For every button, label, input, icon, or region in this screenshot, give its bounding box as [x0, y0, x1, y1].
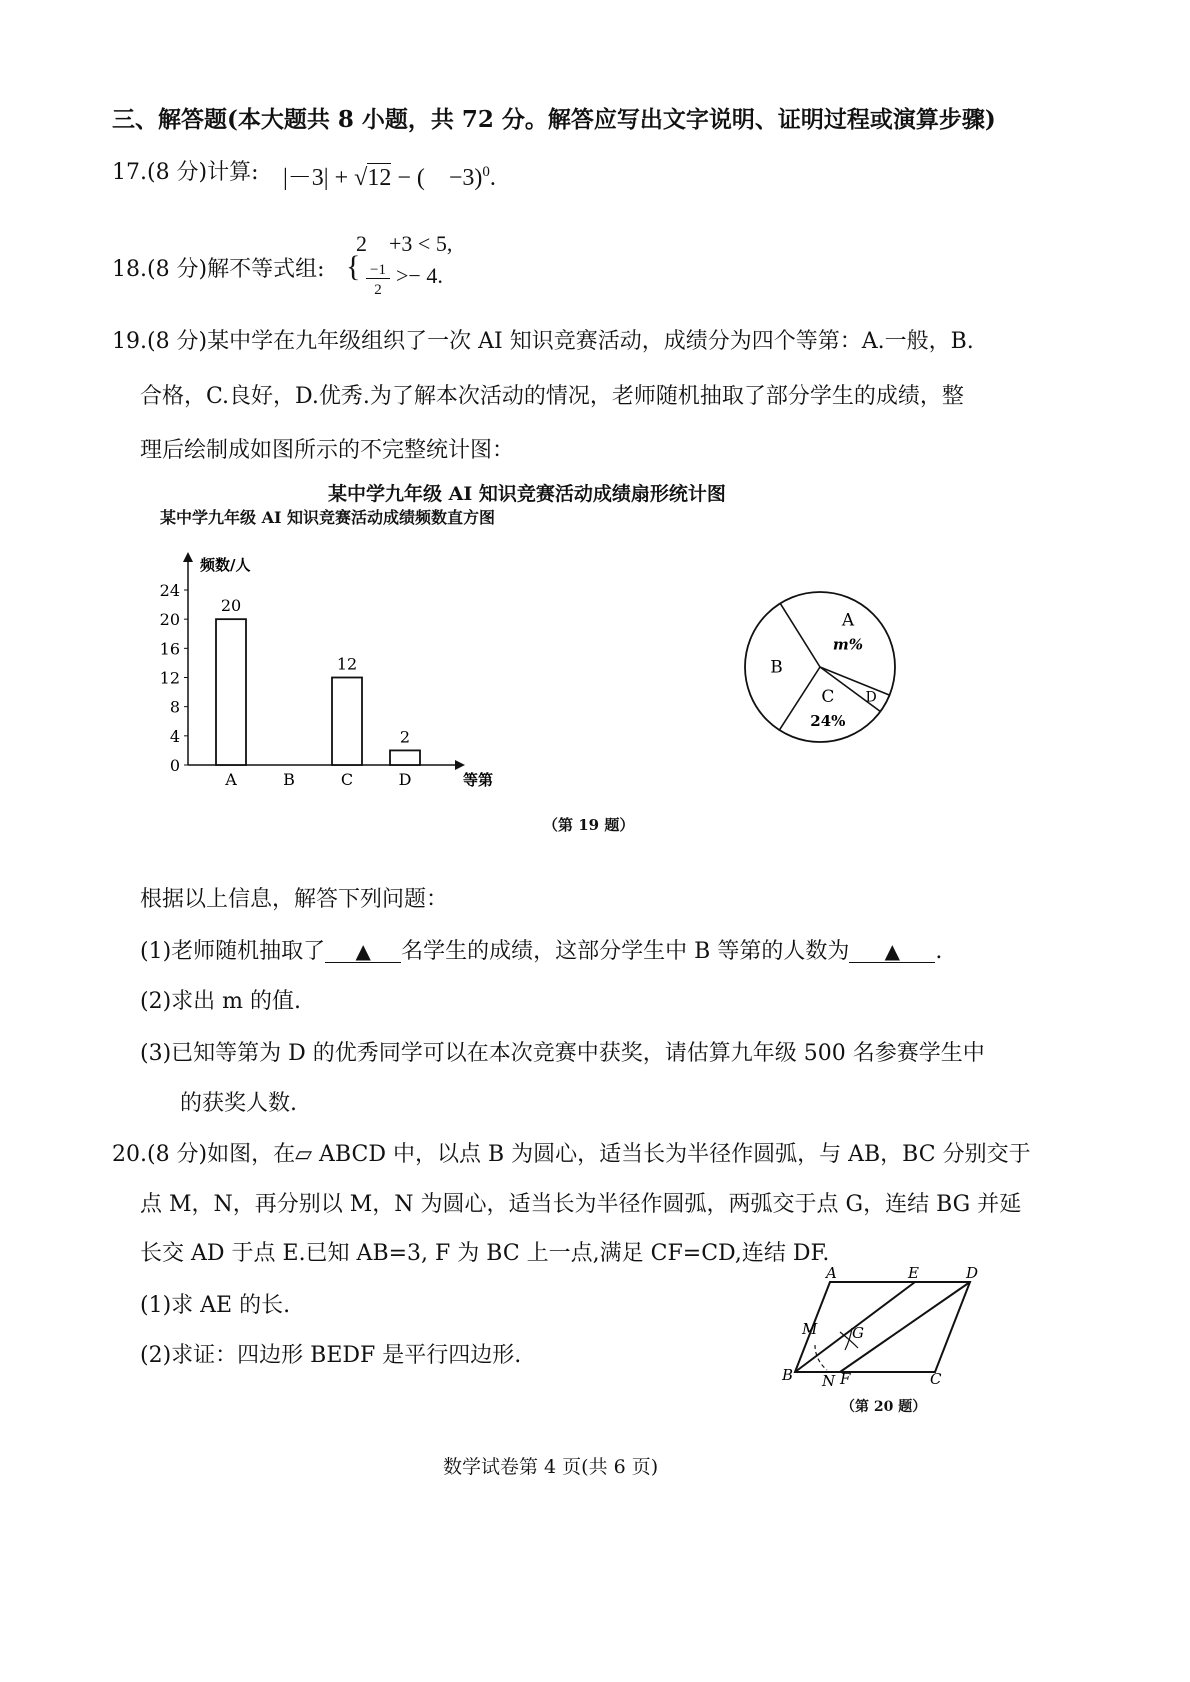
q19-sub-1-part-b: 名学生的成绩，这部分学生中 B 等第的人数为: [401, 939, 850, 964]
bar-A: [216, 619, 246, 765]
q18-inequality-2: >− 4.: [396, 263, 443, 288]
point-label-n: N: [822, 1372, 836, 1390]
q19-sub-2: (2)求出 m 的值.: [140, 989, 302, 1014]
q20-caption: （第 20 题）: [841, 1399, 927, 1415]
q17-sqrt-symbol: √: [354, 165, 368, 191]
point-label-g: G: [852, 1324, 864, 1342]
y-axis-arrow: [183, 552, 193, 562]
q20-line-3: 长交 AD 于点 E.已知 AB=3, F 为 BC 上一点,满足 CF=CD,连结 DF.: [140, 1241, 830, 1266]
q17-paren: ( −3): [416, 165, 483, 191]
pie-percent-A: m%: [832, 635, 864, 654]
point-label-c: C: [930, 1370, 942, 1388]
pie-label-B: B: [770, 657, 783, 678]
bar-data-label: 20: [220, 596, 242, 616]
bar-C: [332, 678, 362, 766]
q18-fraction-denominator: 2: [374, 282, 382, 298]
q17-abs: |－3|: [283, 165, 329, 191]
q19-intro: 根据以上信息，解答下列问题：: [140, 887, 449, 912]
y-tick-label: 16: [159, 639, 180, 659]
x-axis-label: 等第: [463, 771, 494, 789]
q17-end: .: [489, 165, 496, 191]
parallelogram-abcd: [795, 1282, 970, 1372]
x-tick-label: B: [283, 770, 295, 789]
q20-sub-2: (2)求证：四边形 BEDF 是平行四边形.: [140, 1343, 522, 1368]
bar-D: [390, 750, 420, 765]
answer-blank-2[interactable]: ▲: [849, 940, 935, 963]
x-tick-label: A: [225, 770, 237, 789]
q19-line-1: 19.(8 分)某中学在九年级组织了一次 AI 知识竞赛活动，成绩分为四个等第：A.一般，B.: [112, 329, 974, 354]
y-tick-label: 0: [169, 756, 180, 775]
y-axis-label: 频数/人: [200, 556, 251, 574]
q20-line-2: 点 M，N，再分别以 M，N 为圆心，适当长为半径作圆弧，两弧交于点 G，连结 BG 并延: [140, 1192, 1022, 1217]
q17-label: 17.(8 分)计算:: [112, 160, 259, 185]
q18-label: 18.(8 分)解不等式组:: [112, 257, 325, 282]
bar-chart-title: 某中学九年级 AI 知识竞赛活动成绩频数直方图: [160, 508, 496, 527]
q20-line-1: 20.(8 分)如图，在▱ ABCD 中，以点 B 为圆心，适当长为半径作圆弧，与 AB，BC 分别交于: [112, 1142, 1031, 1167]
y-tick-label: 24: [159, 581, 180, 600]
pie-label-A: A: [841, 610, 855, 631]
bar-chart: [150, 540, 510, 810]
q19-caption: （第 19 题）: [543, 816, 635, 834]
q19-line-3: 理后绘制成如图所示的不完整统计图：: [140, 438, 515, 463]
answer-blank-1[interactable]: ▲: [325, 940, 401, 963]
point-label-b: B: [782, 1366, 794, 1384]
q20-sub-1: (1)求 AE 的长.: [140, 1293, 291, 1318]
bar-data-label: 12: [336, 654, 358, 674]
parallelogram-figure: [780, 1262, 980, 1390]
section-heading: 三、解答题(本大题共 8 小题，共 72 分。解答应写出文字说明、证明过程或演算步骤): [112, 106, 996, 133]
q18-inequality-1: 2 +3 < 5,: [356, 231, 453, 256]
q17-minus: −: [397, 165, 411, 191]
point-label-e: E: [908, 1264, 919, 1282]
page-footer: 数学试卷第 4 页(共 6 页): [443, 1456, 659, 1478]
pie-label-D: D: [865, 689, 877, 706]
q19-line-2: 合格，C.良好，D.优秀.为了解本次活动的情况，老师随机抽取了部分学生的成绩，整: [140, 384, 964, 409]
x-tick-label: D: [398, 770, 412, 789]
pie-percent-C: 24%: [810, 711, 846, 730]
q18-brace: {: [346, 250, 361, 283]
point-label-d: D: [966, 1264, 979, 1282]
q17-sqrt-value: 12: [367, 165, 392, 191]
q17-plus: +: [334, 165, 349, 191]
x-axis-arrow: [455, 760, 465, 770]
q17-expression: [283, 157, 496, 192]
q19-sub-1: [140, 938, 942, 966]
y-tick-label: 12: [159, 668, 180, 688]
x-tick-label: C: [340, 770, 354, 789]
y-tick-label: 8: [169, 697, 180, 717]
pie-label-C: C: [821, 686, 835, 707]
point-label-f: F: [840, 1370, 851, 1388]
y-tick-label: 20: [159, 610, 180, 630]
q19-sub-3-line-1: (3)已知等第为 D 的优秀同学可以在本次竞赛中获奖，请估算九年级 500 名参赛学生中: [140, 1041, 985, 1066]
y-tick-label: 4: [169, 726, 180, 746]
q19-sub-1-part-c: .: [935, 939, 943, 964]
pie-chart-title: 某中学九年级 AI 知识竞赛活动成绩扇形统计图: [328, 483, 726, 505]
q17-exponent: 0: [482, 164, 490, 180]
pie-chart: [720, 580, 910, 755]
q19-sub-1-part-a: (1)老师随机抽取了: [140, 939, 326, 964]
bar-data-label: 2: [399, 727, 411, 747]
q18-fraction-numerator: −1: [366, 262, 390, 279]
point-label-a: A: [826, 1264, 837, 1282]
q19-sub-3-line-2: 的获奖人数.: [180, 1091, 297, 1116]
point-label-m: M: [802, 1320, 818, 1338]
